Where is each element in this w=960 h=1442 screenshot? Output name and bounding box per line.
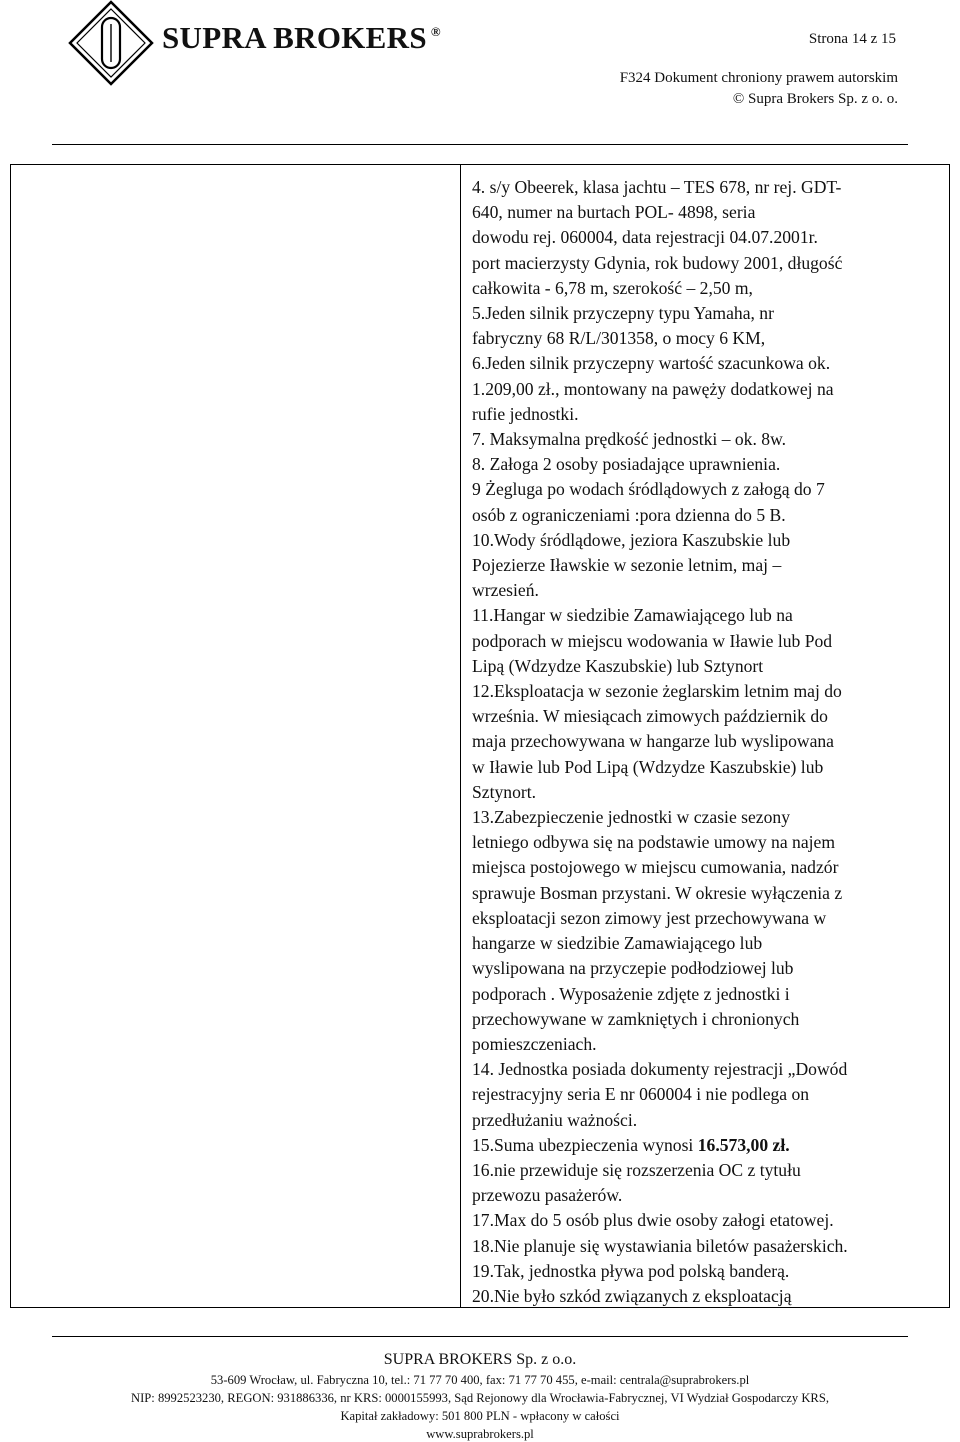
- sum-insured-amount: 16.573,00 zł.: [697, 1134, 790, 1155]
- item-18-tickets: 18.Nie planuje się wystawiania biletów pasażerskich.: [472, 1235, 848, 1256]
- content-table: [10, 164, 950, 1308]
- page-number: Strona 14 z 15: [808, 31, 896, 47]
- item-5-engine: 5.Jeden silnik przyczepny typu Yamaha, nr fabryczny 68 R/L/301358, o mocy 6 KM,: [472, 303, 774, 349]
- item-12-operation: 12.Eksploatacja w sezonie żeglarskim letnim maj do września. W miesiącach zimowych październik do maja przechowywana w hangarze lub wyslipowana w Iławie lub Pod Lipą (Wdzydze Kaszubskie) lub Sztynort.: [472, 681, 842, 802]
- item-17-persons: 17.Max do 5 osób plus dwie osoby załogi etatowej.: [472, 1210, 834, 1231]
- table-right-cell: [472, 175, 947, 1309]
- document-note: F324 Dokument chroniony prawem autorskim: [619, 70, 898, 86]
- registered-mark: ®: [430, 24, 441, 39]
- footer-divider: [52, 1336, 908, 1337]
- item-11-hangar: 11.Hangar w siedzibie Zamawiającego lub na podporach w miejscu wodowania w Iławie lub Pod Lipą (Wdzydze Kaszubskie) lub Sztynort: [472, 605, 833, 676]
- item-20-claims: 20.Nie było szkód związanych z eksploatacją: [472, 1285, 792, 1306]
- footer-address: 53-609 Wrocław, ul. Fabryczna 10, tel.: 71 77 70 400, fax: 71 77 70 455, e-mail: centrala@suprabrokers.pl: [210, 1373, 750, 1387]
- supra-brokers-logo-icon: [68, 0, 154, 86]
- copyright-note: © Supra Brokers Sp. z o. o.: [732, 91, 898, 107]
- footer-capital: Kapitał zakładowy: 501 800 PLN - wpłacony w całości: [340, 1409, 620, 1423]
- item-14-registration: 14. Jednostka posiada dokumenty rejestracji „Dowód rejestracyjny seria E nr 060004 i nie podlega on przedłużaniu ważności.: [472, 1059, 848, 1130]
- footer-website: www.suprabrokers.pl: [426, 1427, 534, 1441]
- item-9-navigation: 9 Żegluga po wodach śródlądowych z załogą do 7 osób z ograniczeniami :pora dzienna do 5 B.: [472, 479, 825, 525]
- item-6-engine-value: 6.Jeden silnik przyczepny wartość szacunkowa ok. 1.209,00 zł., montowany na pawęży dodatkowej na rufie jednostki.: [472, 353, 834, 424]
- item-7-max-speed: 7. Maksymalna prędkość jednostki – ok. 8w.: [472, 429, 787, 450]
- item-19-flag: 19.Tak, jednostka pływa pod polską banderą.: [472, 1260, 790, 1281]
- item-16-oc: 16.nie przewiduje się rozszerzenia OC z tytułu przewozu pasażerów.: [472, 1159, 801, 1206]
- item-4-yacht-details: 4. s/y Obeerek, klasa jachtu – TES 678, nr rej. GDT- 640, numer na burtach POL- 4898, seria dowodu rej. 060004, data rejestracji 04.07.2001r. port macierzysty Gdynia, rok budowy 2001, długość całkowita - 6,78 m, szerokość – 2,50 m,: [472, 177, 843, 298]
- header-divider: [52, 144, 908, 145]
- item-13-security: 13.Zabezpieczenie jednostki w czasie sezony letniego odbywa się na podstawie umowy na najem miejsca postojowego w miejscu cumowania, nadzór sprawuje Bosman przystani. W okresie wyłączenia z eksploatacji sezon zimowy jest przechowywana w hangarze w siedzibie Zamawiającego lub wyslipowana na przyczepie podłodziowej lub podporach . Wyposażenie zdjęte z jednostki i przechowywane w zamkniętych i chronionych pomieszczeniach.: [472, 807, 843, 1054]
- item-10-waters: 10.Wody śródlądowe, jeziora Kaszubskie lub Pojezierze Iławskie w sezonie letnim, maj – wrzesień.: [472, 529, 791, 601]
- footer-company: SUPRA BROKERS Sp. z o.o.: [383, 1351, 577, 1368]
- footer-registry: NIP: 8992523230, REGON: 931886336, nr KRS: 0000155993, Sąd Rejonowy dla Wrocławia-Fabrycznej, VI Wydział Gospodarczy KRS,: [131, 1391, 829, 1405]
- item-8-crew: 8. Załoga 2 osoby posiadające uprawnienia.: [472, 454, 781, 475]
- item-15-sum-insured: 15.Suma ubezpieczenia wynosi 16.573,00 zł.: [472, 1134, 790, 1155]
- column-divider: [460, 165, 461, 1307]
- brand-name: SUPRA BROKERS ®: [162, 20, 441, 55]
